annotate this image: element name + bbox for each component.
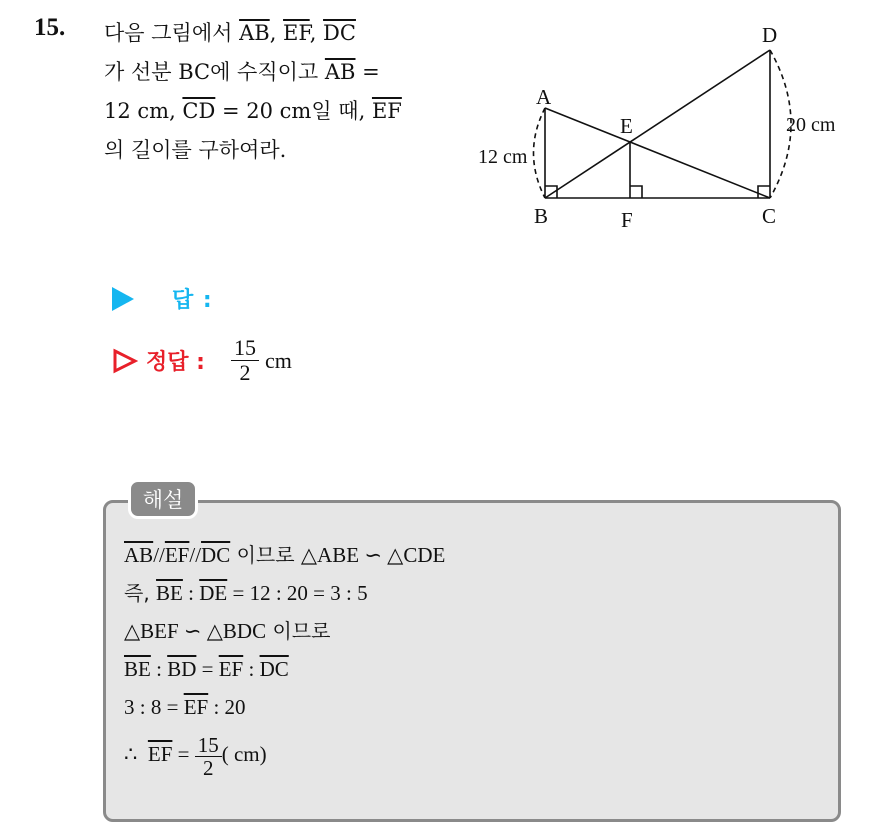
answer-label: 답 :	[172, 288, 213, 313]
label-c: C	[762, 204, 777, 228]
segment-bd-line	[545, 50, 770, 198]
segment-ef: $\overline{EF}$	[164, 543, 190, 567]
ab-length-arc	[534, 108, 546, 198]
result-fraction	[195, 734, 222, 779]
geometry-figure	[470, 20, 860, 235]
segment-dc: $\overline{DC}$	[323, 21, 356, 45]
segment-bd: $\overline{BD}$	[167, 657, 197, 681]
answer-row	[112, 283, 213, 314]
question-text-part: 12 cm,	[104, 99, 183, 123]
ratio-sign: :	[150, 657, 168, 681]
segment-ab: $\overline{AB}$	[124, 543, 154, 567]
right-angle-mark-f	[630, 186, 642, 198]
ratio-sign: :	[243, 657, 260, 681]
question-text-part: = 20 cm일 때,	[215, 99, 372, 123]
result-unit: ( cm)	[221, 742, 267, 766]
equals: =	[172, 742, 195, 766]
filled-triangle-icon	[112, 287, 134, 311]
fraction-numerator: 15	[195, 734, 222, 757]
solution-line-4	[124, 650, 445, 688]
segment-cd: $\overline{CD}$	[182, 99, 216, 123]
answer-fraction	[231, 336, 259, 385]
solution-line-2	[124, 574, 445, 612]
similarity-statement: △BEF ∽ △BDC	[124, 619, 267, 643]
parallel-sign: //	[153, 543, 165, 567]
ratio-value: = 12 : 20 = 3 : 5	[227, 581, 368, 605]
question-line-4: 의 길이를 구하여라.	[104, 138, 287, 162]
segment-ef: $\overline{EF}$	[218, 657, 244, 681]
segment-be: $\overline{BE}$	[156, 581, 183, 605]
segment-de: $\overline{DE}$	[199, 581, 228, 605]
solution-line-5	[124, 688, 445, 726]
ratio-sign: :	[182, 581, 200, 605]
segment-dc: $\overline{DC}$	[201, 543, 231, 567]
correct-answer-label: 정답 :	[146, 350, 205, 375]
solution-text: 이므로	[230, 543, 301, 567]
label-d: D	[762, 23, 778, 47]
segment-ab: $\overline{AB}$	[239, 21, 270, 45]
label-f: F	[621, 208, 633, 232]
label-a: A	[536, 85, 552, 109]
solution-text: 즉,	[124, 581, 157, 605]
comma: ,	[269, 21, 284, 45]
segment-ac-line	[545, 108, 770, 198]
question-number: 15.	[34, 14, 66, 41]
answer-unit: cm	[264, 347, 292, 373]
equals: =	[355, 60, 380, 84]
fraction-numerator: 15	[231, 336, 259, 361]
outline-triangle-icon	[112, 348, 138, 374]
equals: =	[196, 657, 219, 681]
therefore-sign: ∴	[124, 742, 138, 766]
segment-ef: $\overline{EF}$	[371, 99, 402, 123]
solution-line-3	[124, 612, 445, 650]
ratio-value: 3 : 8 =	[124, 695, 184, 719]
segment-ab: $\overline{AB}$	[324, 60, 356, 84]
label-b: B	[534, 204, 549, 228]
label-e: E	[620, 114, 633, 138]
label-ab-length: 12 cm	[478, 146, 528, 168]
solution-line-1	[124, 536, 445, 574]
question-text-part: 다음 그림에서	[104, 21, 240, 45]
correct-answer-row	[112, 336, 292, 385]
comma: ,	[309, 21, 324, 45]
ratio-value: : 20	[208, 695, 246, 719]
question-text	[104, 14, 454, 170]
solution-content	[124, 536, 445, 782]
solution-tab: 해설	[128, 479, 198, 519]
fraction-denominator: 2	[202, 755, 214, 780]
solution-text: 이므로	[266, 619, 331, 643]
segment-ef: $\overline{EF}$	[183, 695, 209, 719]
segment-ef: $\overline{EF}$	[147, 742, 173, 766]
segment-be: $\overline{BE}$	[124, 657, 151, 681]
segment-dc: $\overline{DC}$	[259, 657, 289, 681]
label-dc-length: 20 cm	[786, 114, 836, 136]
fraction-denominator: 2	[239, 360, 251, 385]
parallel-sign: //	[189, 543, 202, 567]
segment-ef: $\overline{EF}$	[283, 21, 310, 45]
solution-line-6	[124, 726, 445, 782]
question-line-1	[104, 14, 454, 53]
question-line-2	[104, 53, 454, 92]
question-line-3	[104, 92, 454, 131]
question-text-part: 가 선분 BC에 수직이고	[104, 60, 325, 84]
similarity-statement: △ABE ∽ △CDE	[300, 543, 446, 567]
